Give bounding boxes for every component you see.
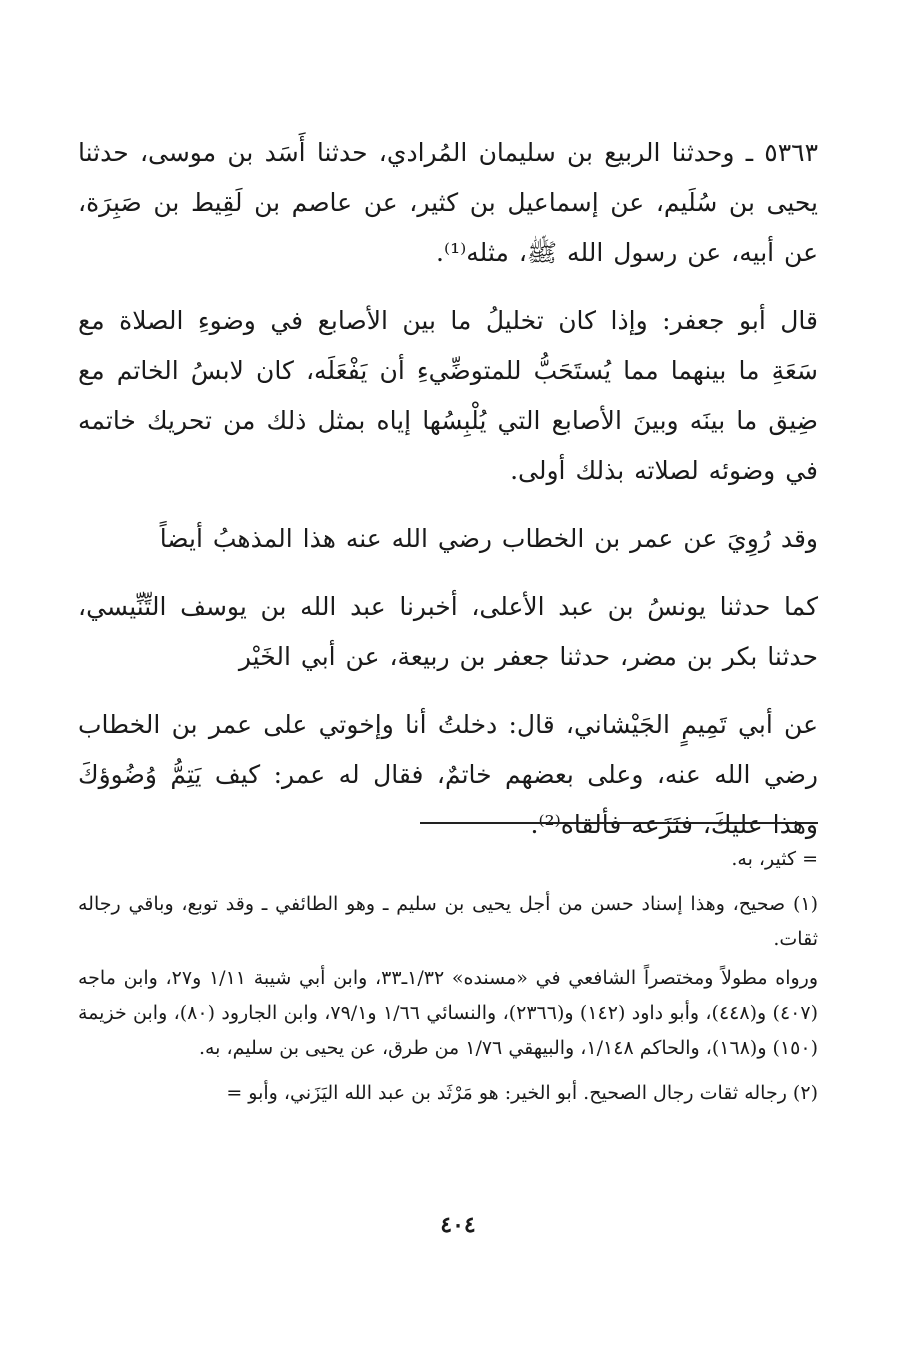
footnote-1-sources: ورواه مطولاً ومختصراً الشافعي في «مسنده» ١/٣٢ـ٣٣، وابن أبي شيبة ١/١١ و٢٧، وابن ماجه (٤٠٧) و(٤٤٨)، وأبو داود (١٤٢) و(٢٣٦٦)، والنسائي ١/٦٦ و٧٩/١، وابن الجارود (٨٠)، وابن خزيمة (١٥٠) و(١٦٨)، والحاكم ١/١٤٨، والبيهقي ١/٧٦ من طرق، عن يحيى بن سليم، به. <box>78 967 819 1059</box>
main-text <box>78 128 818 868</box>
footnote-continuation: = كثير، به. <box>731 848 818 870</box>
umar-report-intro: وقد رُوِيَ عن عمر بن الخطاب رضي الله عنه هذا المذهبُ أيضاً <box>159 524 818 553</box>
footnote-2: (٢) رجاله ثقات رجال الصحيح. أبو الخير: هو مَرْثَد بن عبد الله اليَزَني، وأبو = <box>226 1082 818 1104</box>
footnote-divider <box>420 822 818 824</box>
page-number: ٤٠٤ <box>440 1212 476 1238</box>
footnote-1: (١) صحيح، وهذا إسناد حسن من أجل يحيى بن سليم ـ وهو الطائفي ـ وقد توبع، وباقي رجاله ثقات. <box>78 893 818 950</box>
hadith-5363: ٥٣٦٣ ـ وحدثنا الربيع بن سليمان المُرادي، حدثنا أَسَد بن موسى، حدثنا يحيى بن سُلَيم، عن إسماعيل بن كثير، عن عاصم بن لَقِيط بن صَبِرَة، عن أبيه، عن رسول الله ﷺ، مثله⁽¹⁾. <box>78 138 818 267</box>
abu-tamim-report: عن أبي تَمِيمٍ الجَيْشاني، قال: دخلتُ أنا وإخوتي على عمر بن الخطاب رضي الله عنه، وعلى بعضهم خاتمٌ، فقال له عمر: كيف يَتِمُّ وُضُوؤكَ وهذا عليكَ، فنَزَعه فألقاه⁽²⁾. <box>78 710 818 839</box>
footnotes <box>78 842 818 1115</box>
isnad-yunus: كما حدثنا يونسُ بن عبد الأعلى، أخبرنا عبد الله بن يوسف التِّنِّيسي، حدثنا بكر بن مضر، حدثنا جعفر بن ربيعة، عن أبي الخَيْر <box>78 592 818 671</box>
abu-jafar-commentary: قال أبو جعفر: وإذا كان تخليلُ ما بين الأصابع في وضوءِ الصلاة مع سَعَةِ ما بينهما مما يُستَحَبُّ للمتوضِّيءِ أن يَفْعَلَه، كان لابسُ الخاتم مع ضِيق ما بينَه وبينَ الأصابع التي يُلْبِسُها إياه بمثل ذلك من تحريك خاتمه في وضوئه لصلاته بذلك أولى. <box>78 306 818 485</box>
